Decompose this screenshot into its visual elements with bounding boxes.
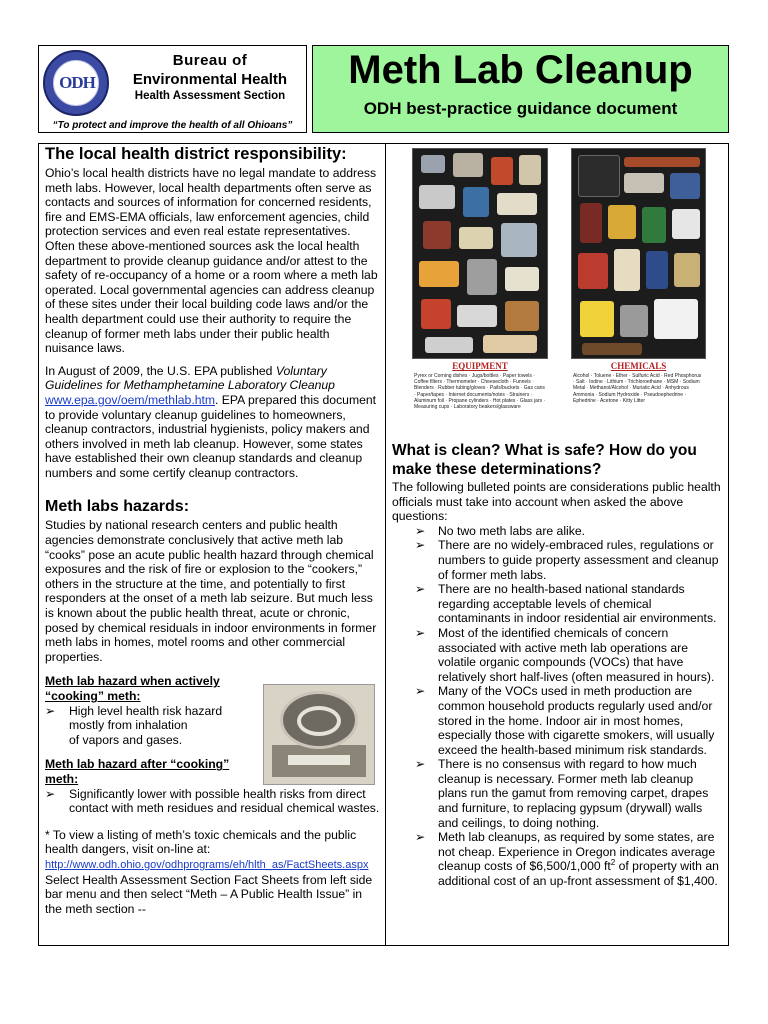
arrow-bullet-icon: ➢ <box>415 830 426 845</box>
arrow-bullet-icon: ➢ <box>415 523 426 538</box>
heading-what-is-clean: What is clean? What is safe? How do you make these determinations? <box>392 442 697 478</box>
paragraph-hazards: Studies by national research centers and public health agencies demonstrate conclusively that active meth lab “cooks” pose an acute public health hazard through chemical exposures and the risk of fire or explosion to the “cookers,” others in the structure at the time, and potentially to first responders at the onset of a meth lab seizure. But much less is known about the public health threat, acute or chronic, posed by chemical residuals in indoor environments in former meth labs in homes, motel rooms and other commercial properties. <box>45 518 377 664</box>
motto: “To protect and improve the health of all Ohioans” <box>52 120 293 131</box>
bullet-active-cooking: ➢ High level health risk hazard mostly from inhalation <box>45 703 223 733</box>
bullet-after-cooking: ➢ Significantly lower with possible health risks from direct contact with meth residues and residual chemical wastes. <box>45 786 380 816</box>
list-item: ➢ There is no consensus with regard to how much cleanup is necessary. Former meth lab cleanup plans run the gamut from removing carpet, drapes and furniture, to replacing gypsum (drywall) walls and ceilings, to doing nothing. <box>415 757 709 830</box>
chemicals-photo <box>571 148 706 359</box>
bureau-line1: Bureau of <box>172 52 248 69</box>
hot-plate-photo <box>263 684 375 785</box>
column-divider <box>385 143 386 946</box>
bureau-header-box <box>38 45 307 133</box>
chemicals-list: Alcohol · Toluene · Ether · Sulfuric Acid · Red Phosphorus · Salt · Iodine · Lithium · Trichloroethane · MSM · Sodium Metal · Methanol/Alcohol · Muriatic Acid · Anhydrous Ammonia · Sodium Hydroxide · Pseudoephedrine · Ephedrine · Acetone · Kitty Litter <box>573 373 702 404</box>
left-column <box>45 145 380 916</box>
paragraph-epa: In August of 2009, the U.S. EPA published Voluntary Guidelines for Methamphetamine Laboratory Cleanup www.epa.gov/oem/methlab.htm. EPA prepared this document to provide voluntary cleanup guidelines to homeowners, cleanup contractors, industrial hygienists, policy makers and others involved in meth lab cleanup. However, some states have established their own cleanup standards and cleanup numbers and some certify cleanup contractors. <box>45 363 377 480</box>
heading-local-responsibility: The local health district responsibility: <box>45 145 347 163</box>
equipment-photo <box>412 148 548 359</box>
arrow-bullet-icon: ➢ <box>415 757 426 772</box>
list-item: ➢ There are no health-based national standards regarding acceptable levels of chemical contaminants in indoor residential air environments. <box>415 582 717 626</box>
arrow-bullet-icon: ➢ <box>45 703 56 718</box>
subheading-after-cooking: Meth lab hazard after “cooking” meth: <box>45 757 230 786</box>
note-fact-sheets: * To view a listing of meth’s toxic chemicals and the public health dangers, visit on-line at: http://www.odh.ohio.gov/odhprograms/eh/hlth_as/FactSheets.aspx Select Health Assessment Section Fact Sheets from left side bar menu and then select “Meth – A Public Health Issue” in the meth section -- <box>45 827 373 916</box>
page-subtitle: ODH best-practice guidance document <box>363 99 678 118</box>
arrow-bullet-icon: ➢ <box>415 684 426 699</box>
list-item: ➢ No two meth labs are alike. <box>415 523 585 538</box>
chemicals-caption: CHEMICALS <box>610 361 667 371</box>
epa-link[interactable]: www.epa.gov/oem/methlab.htm <box>45 392 216 407</box>
arrow-bullet-icon: ➢ <box>415 582 426 597</box>
equipment-list: Pyrex or Corning dishes · Jugs/bottles · Paper towels · Coffee filters · Thermometer · Cheesecloth · Funnels · Blenders · Rubber tubing/gloves · Pails/buckets · Gas cans · Paper/tapes · Internet documents/notes · Strainers · Aluminum foil · Propane cylinders · Hot plates · Glass jars · Measuring cups · Laboratory beakers/glassware <box>414 373 546 411</box>
list-item: ➢ There are no widely-embraced rules, regulations or numbers to guide property assessment and cleanup of former meth labs. <box>415 538 719 582</box>
bureau-line2: Environmental Health <box>132 71 288 88</box>
paragraph-local-responsibility: Ohio’s local health districts have no legal mandate to address meth labs. However, local health departments often serve as contacts and sources of information for concerned residents, fire and EMS-EMA officials, law enforcement agencies, child protection services and even real estate representatives. Often these above-mentioned sources ask the local health department to provide cleanup guidance and/or attest to the safety of re-occupancy of a home or a room where a meth lab operated. Local governmental agencies can address cleanup of these sites under their local building code laws and/or the health department could use their authority to require the cleanup of former meth labs under their public health nuisance laws. <box>45 166 378 356</box>
arrow-bullet-icon: ➢ <box>415 625 426 640</box>
list-item: ➢ Many of the VOCs used in meth production are common household products regularly used and/or stored in the home. Indoor air in most homes, especially those with cigarette smokers, will usually exceed the health-based minimum risk standards. <box>415 684 715 757</box>
fact-sheets-link[interactable]: http://www.odh.ohio.gov/odhprograms/eh/hlth_as/FactSheets.aspx <box>45 858 369 871</box>
title-box <box>312 45 729 133</box>
section-name: Health Assessment Section <box>134 90 286 102</box>
right-column <box>392 441 722 889</box>
list-item: ➢ Meth lab cleanups, as required by some states, are not cheap. Experience in Oregon indicates average cleanup costs of $6,500/1,000 $ft^2$ of property with an additional cost of an up-front assessment of $1,400. <box>415 830 719 889</box>
arrow-bullet-icon: ➢ <box>45 786 56 801</box>
odh-seal-logo: ODH <box>43 50 109 116</box>
subheading-active-cooking: Meth lab hazard when actively “cooking” meth: <box>45 674 220 703</box>
arrow-bullet-icon: ➢ <box>415 538 426 553</box>
page-title: Meth Lab Cleanup <box>348 48 693 92</box>
considerations-list <box>392 524 722 830</box>
bullet-active-cooking-cont: of vapors and gases. <box>69 732 183 747</box>
equipment-caption: EQUIPMENT <box>452 361 508 371</box>
paragraph-considerations: The following bulleted points are considerations public health officials must take into account when asked the above questions: <box>392 480 721 524</box>
heading-hazards: Meth labs hazards: <box>45 498 190 516</box>
list-item: ➢ Most of the identified chemicals of concern associated with active meth lab operations are volatile organic compounds (VOCs) that have relatively short half-lives (often measured in hours). <box>415 625 715 684</box>
